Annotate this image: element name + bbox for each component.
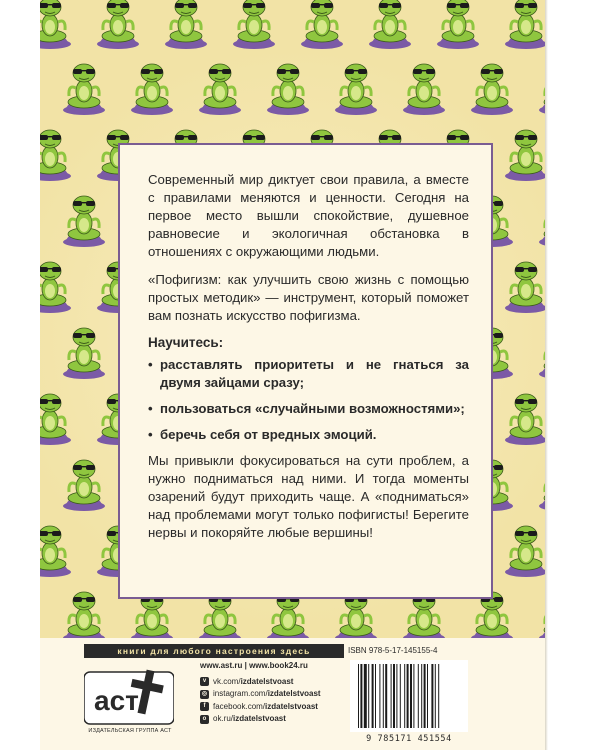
frog-illustration: [230, 0, 278, 50]
learn-heading: Научитесь:: [148, 335, 224, 350]
bullet-item: • беречь себя от вредных эмоций.: [148, 426, 469, 444]
frog-illustration: [536, 58, 545, 116]
publisher-contacts: [200, 660, 350, 726]
frog-illustration: [60, 322, 108, 380]
frog-illustration: [162, 0, 210, 50]
frog-illustration: [60, 58, 108, 116]
isbn-barcode: [350, 660, 468, 732]
instagram-icon: ◎: [201, 690, 208, 697]
frog-illustration: [332, 58, 380, 116]
bullet-item: • расставлять приоритеты и не гнаться за двумя зайцами сразу;: [148, 356, 469, 392]
book-spine-edge: [545, 0, 600, 750]
intro-paragraph: Современный мир диктует свои правила, а вместе с правилами меняются и ценности. Сегодня на первое место вышли спокойствие, душевное равновесие и экологичная обстановка в отношениях с окружающими людьми.: [148, 172, 469, 259]
frog-illustration: [536, 322, 545, 380]
frog-illustration: [536, 190, 545, 248]
contact-handle: izdatelstvoast: [265, 701, 318, 711]
website-links[interactable]: www.ast.ru | www.book24.ru: [200, 661, 308, 670]
frog-illustration: [536, 454, 545, 512]
frog-illustration: [40, 388, 74, 446]
frog-illustration: [60, 190, 108, 248]
frog-illustration: [502, 520, 545, 578]
publisher-name: ИЗДАТЕЛЬСКАЯ ГРУППА АСТ: [88, 728, 172, 734]
barcode-icon: [350, 660, 468, 732]
closing-paragraph: Мы привыкли фокусироваться на сути проблем, а нужно подниматься над ними. И тогда моменты озарений будут приходить чаще. А «подниматься» над проблемами могут только пофигисты! Берегите нервы и покоряйте любые вершины!: [148, 453, 469, 540]
book-title-paragraph: «Пофигизм: как улучшить свою жизнь с помощью простых методик» — инструмент, который поможет вам познать искусство пофигизма.: [148, 272, 469, 323]
ast-logo: [84, 664, 174, 734]
contact-facebook[interactable]: [200, 701, 350, 714]
vk-icon: v: [200, 677, 209, 686]
frog-illustration: [60, 454, 108, 512]
contact-handle: izdatelstvoast: [233, 714, 286, 723]
series-banner: книги для любого настроения здесь: [84, 644, 344, 658]
ast-logo-text: аст: [94, 685, 139, 716]
frog-illustration: [40, 124, 74, 182]
barcode-digits: 9 785171 451554: [366, 734, 452, 744]
contact-handle: izdatelstvoast: [240, 676, 294, 686]
contact-prefix: ok.ru/: [213, 714, 234, 723]
frog-illustration: [196, 58, 244, 116]
contact-prefix: vk.com/: [213, 676, 241, 686]
frog-illustration: [468, 58, 516, 116]
contact-handle: izdatelstvoast: [267, 689, 321, 698]
spine-shadow: [545, 0, 548, 750]
contact-odnoklassniki[interactable]: [200, 713, 350, 726]
frog-illustration: [434, 0, 482, 50]
bullet-item: • пользоваться «случайными возможностями»;: [148, 400, 469, 418]
contact-instagram[interactable]: [200, 688, 350, 701]
frog-illustration: [366, 0, 414, 50]
frog-illustration: [40, 256, 74, 314]
odnoklassniki-icon: o: [200, 715, 209, 724]
facebook-icon: f: [200, 702, 209, 711]
frog-illustration: [40, 0, 74, 50]
contact-prefix: instagram.com/: [213, 689, 268, 698]
frog-illustration: [128, 58, 176, 116]
frog-illustration: [94, 0, 142, 50]
contact-vk[interactable]: [200, 676, 350, 689]
frog-illustration: [502, 0, 545, 50]
description-panel: [118, 143, 493, 599]
ast-logo-icon: [84, 664, 174, 728]
frog-illustration: [400, 58, 448, 116]
frog-illustration: [264, 58, 312, 116]
frog-illustration: [502, 256, 545, 314]
frog-illustration: [298, 0, 346, 50]
frog-illustration: [502, 388, 545, 446]
frog-illustration: [40, 520, 74, 578]
frog-illustration: [536, 586, 545, 644]
contact-prefix: facebook.com/: [213, 701, 266, 711]
frog-illustration: [502, 124, 545, 182]
frog-illustration: [60, 586, 108, 644]
book-back-cover: [40, 0, 545, 750]
isbn-label: ISBN 978-5-17-145155-4: [348, 646, 438, 655]
